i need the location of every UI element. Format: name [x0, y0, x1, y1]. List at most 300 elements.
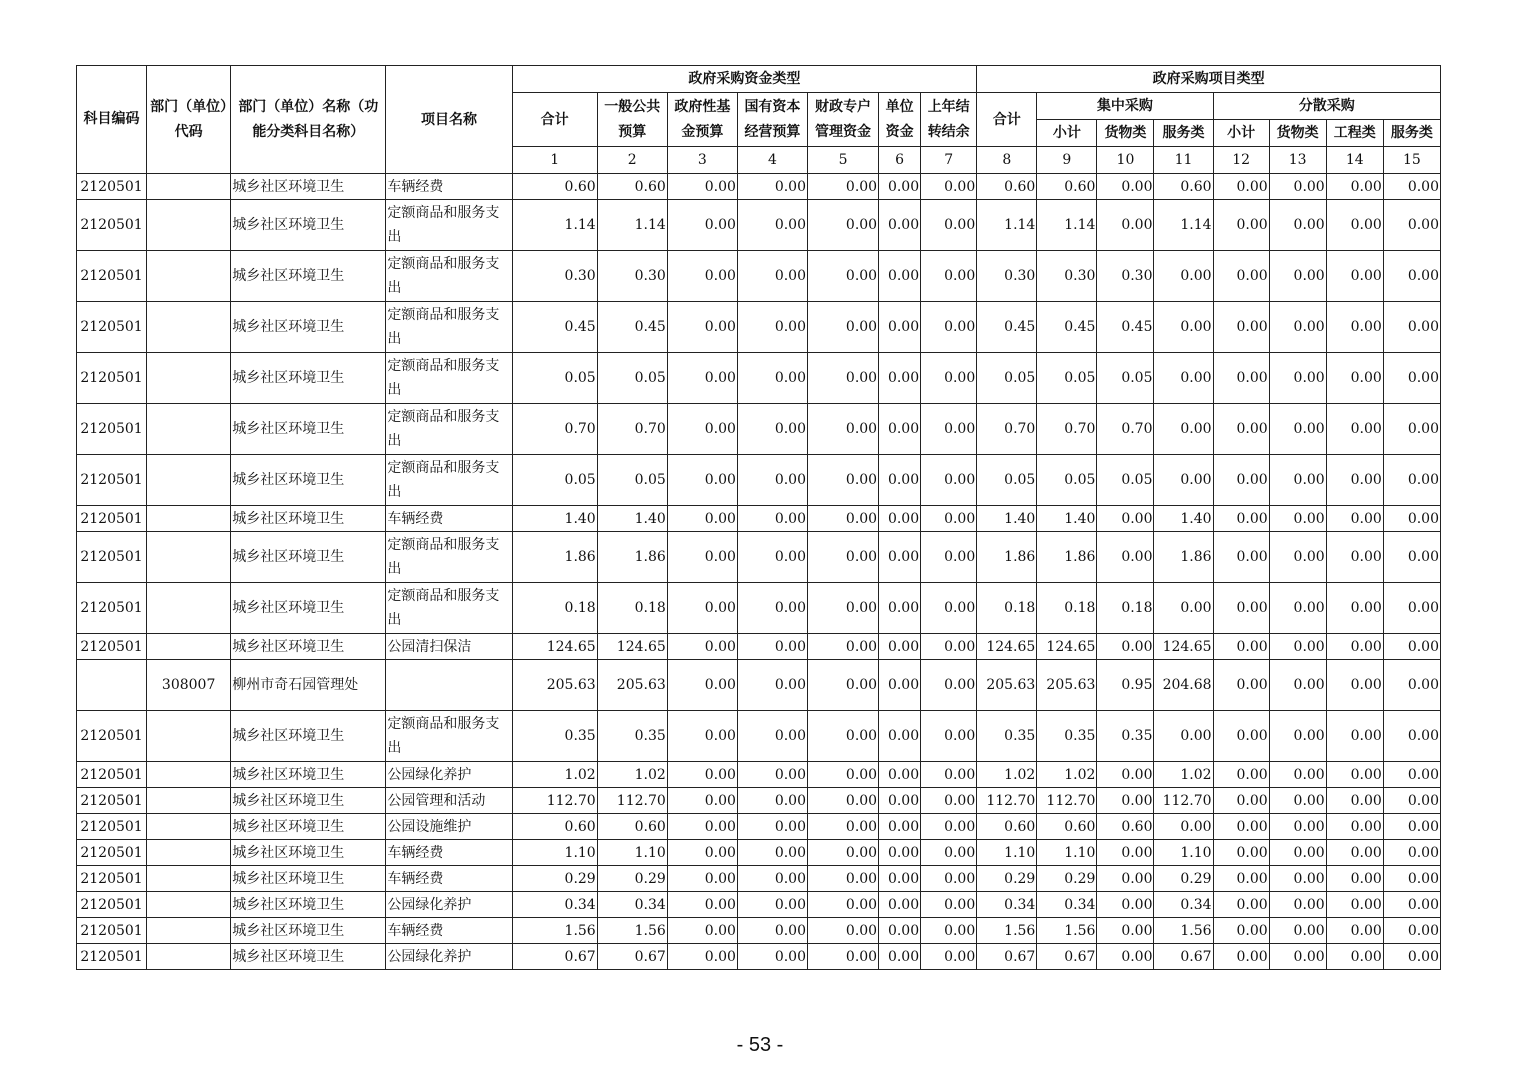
value-cell: 0.00: [1269, 762, 1326, 788]
value-cell: 0.00: [807, 892, 878, 918]
value-cell: 0.34: [597, 892, 667, 918]
value-cell: 0.29: [512, 866, 597, 892]
value-cell: 1.56: [977, 918, 1037, 944]
value-cell: 0.30: [597, 251, 667, 302]
value-cell: 0.00: [807, 944, 878, 970]
table-row: [77, 634, 1441, 660]
value-cell: 0.00: [737, 251, 807, 302]
value-cell: 0.00: [879, 583, 921, 634]
value-cell: 0.00: [879, 892, 921, 918]
value-cell: 0.45: [977, 302, 1037, 353]
value-cell: 0.00: [1213, 353, 1269, 404]
value-cell: 0.00: [1097, 506, 1154, 532]
value-cell: 1.56: [1037, 918, 1097, 944]
value-cell: 0.00: [1383, 174, 1440, 200]
value-cell: 0.00: [879, 506, 921, 532]
value-cell: 0.29: [1037, 866, 1097, 892]
value-cell: 0.00: [807, 200, 878, 251]
value-cell: 1.14: [597, 200, 667, 251]
value-cell: 0.00: [737, 840, 807, 866]
project-name-cell: 定额商品和服务支出: [386, 302, 512, 353]
dept-code-cell: [147, 634, 231, 660]
value-cell: 0.00: [737, 174, 807, 200]
value-cell: 0.00: [737, 892, 807, 918]
value-cell: 0.34: [1037, 892, 1097, 918]
value-cell: 0.00: [921, 302, 977, 353]
value-cell: 0.00: [1097, 840, 1154, 866]
value-cell: 0.00: [1326, 455, 1383, 506]
value-cell: 0.00: [879, 455, 921, 506]
value-cell: 0.00: [1269, 814, 1326, 840]
value-cell: 1.14: [1154, 200, 1213, 251]
value-cell: 0.00: [921, 532, 977, 583]
value-cell: 0.00: [807, 634, 878, 660]
table-row: [77, 174, 1441, 200]
project-name-cell: 车辆经费: [386, 918, 512, 944]
value-cell: 0.35: [512, 711, 597, 762]
project-name-cell: 公园清扫保洁: [386, 634, 512, 660]
value-cell: 112.70: [1037, 788, 1097, 814]
value-cell: 0.70: [512, 404, 597, 455]
column-number: 14: [1326, 147, 1383, 174]
value-cell: 0.00: [667, 762, 737, 788]
subject-code-cell: 2120501: [77, 302, 147, 353]
value-cell: 0.67: [1037, 944, 1097, 970]
subject-code-cell: 2120501: [77, 353, 147, 404]
value-cell: 0.00: [1097, 944, 1154, 970]
value-cell: 0.00: [737, 532, 807, 583]
page-number: - 53 -: [736, 1034, 784, 1056]
value-cell: 0.00: [879, 302, 921, 353]
value-cell: 0.00: [1097, 866, 1154, 892]
value-cell: 112.70: [1154, 788, 1213, 814]
value-cell: 0.00: [921, 866, 977, 892]
value-cell: 1.86: [512, 532, 597, 583]
value-cell: 0.00: [1154, 711, 1213, 762]
value-cell: 0.00: [807, 251, 878, 302]
value-cell: 1.40: [977, 506, 1037, 532]
value-cell: 0.00: [807, 762, 878, 788]
value-cell: 0.05: [977, 455, 1037, 506]
value-cell: 0.67: [512, 944, 597, 970]
value-cell: 0.00: [879, 251, 921, 302]
value-cell: 0.05: [1097, 353, 1154, 404]
header-general-budget: 一般公共预算: [597, 93, 667, 147]
value-cell: 0.00: [879, 918, 921, 944]
value-cell: 0.45: [512, 302, 597, 353]
value-cell: 0.00: [807, 583, 878, 634]
dept-name-cell: 城乡社区环境卫生: [231, 918, 386, 944]
value-cell: 0.00: [921, 251, 977, 302]
dept-name-cell: 城乡社区环境卫生: [231, 762, 386, 788]
value-cell: 0.60: [1037, 814, 1097, 840]
value-cell: 1.56: [1154, 918, 1213, 944]
value-cell: 0.00: [1383, 455, 1440, 506]
header-project-name: 项目名称: [386, 66, 512, 174]
value-cell: 0.45: [597, 302, 667, 353]
value-cell: 0.00: [1326, 506, 1383, 532]
value-cell: 0.00: [667, 866, 737, 892]
value-cell: 0.00: [879, 762, 921, 788]
dept-code-cell: [147, 711, 231, 762]
value-cell: 0.00: [737, 788, 807, 814]
value-cell: 0.00: [1269, 711, 1326, 762]
value-cell: 205.63: [597, 660, 667, 711]
value-cell: 0.00: [1213, 918, 1269, 944]
value-cell: 0.00: [1097, 174, 1154, 200]
value-cell: 1.86: [1037, 532, 1097, 583]
value-cell: 0.00: [1269, 918, 1326, 944]
project-name-cell: 公园设施维护: [386, 814, 512, 840]
value-cell: 1.40: [597, 506, 667, 532]
value-cell: 0.70: [977, 404, 1037, 455]
value-cell: 0.00: [737, 506, 807, 532]
project-name-cell: 定额商品和服务支出: [386, 532, 512, 583]
value-cell: 0.00: [667, 455, 737, 506]
value-cell: 0.00: [807, 532, 878, 583]
header-fund-total: 合计: [512, 93, 597, 147]
value-cell: 0.35: [597, 711, 667, 762]
value-cell: 0.00: [1154, 814, 1213, 840]
header-dispersed-purchase: 分散采购: [1213, 93, 1440, 120]
table-row: [77, 918, 1441, 944]
dept-code-cell: [147, 892, 231, 918]
header-state-capital-budget: 国有资本经营预算: [737, 93, 807, 147]
value-cell: 1.56: [597, 918, 667, 944]
header-subtotal: 小计: [1037, 120, 1097, 147]
value-cell: 1.10: [977, 840, 1037, 866]
value-cell: 0.00: [1326, 918, 1383, 944]
header-subject-code: 科目编码: [77, 66, 147, 174]
dept-name-cell: 城乡社区环境卫生: [231, 455, 386, 506]
table-row: [77, 251, 1441, 302]
subject-code-cell: 2120501: [77, 866, 147, 892]
value-cell: 0.67: [977, 944, 1037, 970]
table-row: [77, 814, 1441, 840]
subject-code-cell: 2120501: [77, 404, 147, 455]
value-cell: 0.00: [737, 353, 807, 404]
value-cell: 0.00: [1383, 866, 1440, 892]
value-cell: 0.00: [879, 814, 921, 840]
column-number: 3: [667, 147, 737, 174]
value-cell: 0.00: [807, 866, 878, 892]
value-cell: 0.00: [1213, 200, 1269, 251]
table-row: [77, 788, 1441, 814]
value-cell: 0.05: [1097, 455, 1154, 506]
value-cell: 124.65: [977, 634, 1037, 660]
value-cell: 0.00: [1269, 302, 1326, 353]
column-number: 7: [921, 147, 977, 174]
value-cell: 0.00: [1269, 660, 1326, 711]
value-cell: 112.70: [597, 788, 667, 814]
value-cell: 0.30: [1037, 251, 1097, 302]
dept-name-cell: 城乡社区环境卫生: [231, 634, 386, 660]
header-dept-code: 部门（单位）代码: [147, 66, 231, 174]
subject-code-cell: 2120501: [77, 455, 147, 506]
dept-code-cell: [147, 174, 231, 200]
column-number: 15: [1383, 147, 1440, 174]
value-cell: 0.00: [1269, 866, 1326, 892]
value-cell: 0.60: [977, 814, 1037, 840]
value-cell: 0.60: [1037, 174, 1097, 200]
project-name-cell: 定额商品和服务支出: [386, 711, 512, 762]
value-cell: 0.00: [1213, 944, 1269, 970]
value-cell: 0.00: [921, 762, 977, 788]
value-cell: 0.00: [1097, 918, 1154, 944]
dept-name-cell: 城乡社区环境卫生: [231, 814, 386, 840]
value-cell: 1.14: [512, 200, 597, 251]
subject-code-cell: 2120501: [77, 174, 147, 200]
value-cell: 0.00: [1213, 788, 1269, 814]
value-cell: 0.00: [1326, 788, 1383, 814]
value-cell: 0.00: [921, 892, 977, 918]
value-cell: 1.86: [597, 532, 667, 583]
value-cell: 0.00: [737, 711, 807, 762]
dept-code-cell: 308007: [147, 660, 231, 711]
value-cell: 0.00: [1097, 200, 1154, 251]
value-cell: 0.00: [1213, 174, 1269, 200]
dept-code-cell: [147, 814, 231, 840]
value-cell: 0.60: [1154, 174, 1213, 200]
value-cell: 0.00: [807, 840, 878, 866]
value-cell: 0.00: [667, 918, 737, 944]
value-cell: 0.00: [737, 866, 807, 892]
value-cell: 0.00: [1269, 455, 1326, 506]
value-cell: 0.70: [597, 404, 667, 455]
header-goods-2: 货物类: [1269, 120, 1326, 147]
value-cell: 0.00: [1383, 840, 1440, 866]
value-cell: 0.00: [1383, 660, 1440, 711]
value-cell: 0.30: [977, 251, 1037, 302]
value-cell: 1.40: [1154, 506, 1213, 532]
value-cell: 0.00: [667, 251, 737, 302]
value-cell: 1.10: [597, 840, 667, 866]
value-cell: 0.00: [1326, 174, 1383, 200]
value-cell: 0.67: [1154, 944, 1213, 970]
value-cell: 124.65: [1154, 634, 1213, 660]
value-cell: 0.29: [1154, 866, 1213, 892]
value-cell: 0.00: [667, 353, 737, 404]
project-name-cell: 公园绿化养护: [386, 762, 512, 788]
value-cell: 0.18: [977, 583, 1037, 634]
column-number: 11: [1154, 147, 1213, 174]
value-cell: 0.00: [807, 711, 878, 762]
table-row: [77, 532, 1441, 583]
value-cell: 0.00: [921, 944, 977, 970]
value-cell: 0.00: [1326, 944, 1383, 970]
dept-code-cell: [147, 583, 231, 634]
value-cell: 0.05: [1037, 455, 1097, 506]
value-cell: 0.00: [1154, 455, 1213, 506]
project-name-cell: [386, 660, 512, 711]
project-name-cell: 公园管理和活动: [386, 788, 512, 814]
value-cell: 0.00: [737, 583, 807, 634]
table-row: [77, 302, 1441, 353]
dept-code-cell: [147, 506, 231, 532]
value-cell: 0.67: [597, 944, 667, 970]
header-fund-type-group: 政府采购资金类型: [512, 66, 977, 93]
value-cell: 0.00: [1269, 634, 1326, 660]
project-name-cell: 公园绿化养护: [386, 944, 512, 970]
value-cell: 0.00: [1383, 532, 1440, 583]
value-cell: 0.00: [879, 532, 921, 583]
value-cell: 0.45: [1097, 302, 1154, 353]
value-cell: 0.00: [1326, 814, 1383, 840]
column-number: 1: [512, 147, 597, 174]
dept-code-cell: [147, 251, 231, 302]
value-cell: 0.00: [879, 404, 921, 455]
value-cell: 0.60: [597, 814, 667, 840]
value-cell: 0.00: [737, 944, 807, 970]
value-cell: 0.00: [1383, 583, 1440, 634]
project-name-cell: 车辆经费: [386, 174, 512, 200]
value-cell: 0.00: [1213, 892, 1269, 918]
subject-code-cell: 2120501: [77, 892, 147, 918]
project-name-cell: 车辆经费: [386, 840, 512, 866]
project-name-cell: 定额商品和服务支出: [386, 251, 512, 302]
value-cell: 0.00: [1213, 302, 1269, 353]
value-cell: 0.05: [597, 353, 667, 404]
value-cell: 0.00: [667, 840, 737, 866]
value-cell: 0.00: [1154, 583, 1213, 634]
value-cell: 0.00: [1097, 762, 1154, 788]
value-cell: 0.00: [921, 506, 977, 532]
value-cell: 0.00: [1326, 302, 1383, 353]
subject-code-cell: 2120501: [77, 634, 147, 660]
value-cell: 0.00: [667, 404, 737, 455]
value-cell: 0.00: [1269, 404, 1326, 455]
value-cell: 0.00: [1326, 866, 1383, 892]
value-cell: 0.00: [737, 404, 807, 455]
value-cell: 0.00: [667, 788, 737, 814]
value-cell: 0.00: [667, 200, 737, 251]
value-cell: 0.00: [1326, 892, 1383, 918]
value-cell: 0.00: [1213, 814, 1269, 840]
table-row: [77, 866, 1441, 892]
subject-code-cell: 2120501: [77, 918, 147, 944]
value-cell: 0.60: [512, 814, 597, 840]
header-subtotal-2: 小计: [1213, 120, 1269, 147]
header-central-purchase: 集中采购: [1037, 93, 1213, 120]
value-cell: 0.00: [921, 455, 977, 506]
value-cell: 0.00: [737, 634, 807, 660]
value-cell: 0.00: [921, 660, 977, 711]
value-cell: 0.00: [879, 866, 921, 892]
value-cell: 124.65: [597, 634, 667, 660]
value-cell: 0.00: [807, 353, 878, 404]
value-cell: 0.00: [1213, 634, 1269, 660]
value-cell: 0.00: [667, 532, 737, 583]
value-cell: 0.00: [1269, 788, 1326, 814]
value-cell: 205.63: [977, 660, 1037, 711]
dept-code-cell: [147, 200, 231, 251]
value-cell: 0.00: [1269, 892, 1326, 918]
value-cell: 0.00: [921, 788, 977, 814]
value-cell: 0.00: [807, 455, 878, 506]
value-cell: 0.18: [1097, 583, 1154, 634]
value-cell: 124.65: [1037, 634, 1097, 660]
value-cell: 0.00: [1383, 762, 1440, 788]
subject-code-cell: 2120501: [77, 944, 147, 970]
value-cell: 0.00: [879, 200, 921, 251]
header-proj-total: 合计: [977, 93, 1037, 147]
value-cell: 0.18: [1037, 583, 1097, 634]
value-cell: 0.00: [1326, 840, 1383, 866]
value-cell: 1.14: [977, 200, 1037, 251]
value-cell: 0.70: [1037, 404, 1097, 455]
value-cell: 0.18: [512, 583, 597, 634]
value-cell: 0.18: [597, 583, 667, 634]
value-cell: 0.00: [807, 918, 878, 944]
subject-code-cell: 2120501: [77, 200, 147, 251]
project-name-cell: 定额商品和服务支出: [386, 200, 512, 251]
value-cell: 204.68: [1154, 660, 1213, 711]
dept-code-cell: [147, 918, 231, 944]
project-name-cell: 车辆经费: [386, 506, 512, 532]
value-cell: 0.35: [1037, 711, 1097, 762]
value-cell: 0.00: [807, 814, 878, 840]
value-cell: 0.00: [1213, 455, 1269, 506]
dept-name-cell: 城乡社区环境卫生: [231, 200, 386, 251]
value-cell: 0.00: [1383, 814, 1440, 840]
value-cell: 0.30: [512, 251, 597, 302]
value-cell: 0.00: [921, 634, 977, 660]
dept-name-cell: 城乡社区环境卫生: [231, 353, 386, 404]
value-cell: 0.00: [1213, 840, 1269, 866]
value-cell: 0.60: [977, 174, 1037, 200]
value-cell: 0.00: [1269, 200, 1326, 251]
table-row: [77, 840, 1441, 866]
value-cell: 0.00: [921, 918, 977, 944]
value-cell: 0.00: [667, 892, 737, 918]
value-cell: 0.00: [1154, 404, 1213, 455]
value-cell: 0.00: [1326, 634, 1383, 660]
value-cell: 0.00: [1326, 583, 1383, 634]
value-cell: 0.00: [879, 634, 921, 660]
value-cell: 0.35: [1097, 711, 1154, 762]
table-row: [77, 455, 1441, 506]
value-cell: 0.00: [921, 404, 977, 455]
dept-code-cell: [147, 302, 231, 353]
value-cell: 1.86: [977, 532, 1037, 583]
value-cell: 0.00: [1269, 944, 1326, 970]
value-cell: 0.00: [921, 174, 977, 200]
value-cell: 0.00: [1213, 711, 1269, 762]
value-cell: 0.00: [921, 200, 977, 251]
dept-name-cell: 城乡社区环境卫生: [231, 892, 386, 918]
value-cell: 0.34: [1154, 892, 1213, 918]
value-cell: 1.10: [1154, 840, 1213, 866]
value-cell: 0.00: [737, 455, 807, 506]
value-cell: 0.60: [512, 174, 597, 200]
value-cell: 0.00: [879, 353, 921, 404]
dept-name-cell: 城乡社区环境卫生: [231, 866, 386, 892]
value-cell: 1.02: [1037, 762, 1097, 788]
value-cell: 0.00: [1213, 404, 1269, 455]
value-cell: 0.00: [921, 840, 977, 866]
project-name-cell: 公园绿化养护: [386, 892, 512, 918]
subject-code-cell: 2120501: [77, 251, 147, 302]
value-cell: 1.02: [597, 762, 667, 788]
value-cell: 0.00: [879, 711, 921, 762]
table-row: [77, 892, 1441, 918]
value-cell: 0.00: [667, 814, 737, 840]
value-cell: 0.00: [1326, 762, 1383, 788]
table-row: [77, 200, 1441, 251]
value-cell: 0.00: [667, 174, 737, 200]
table-row: [77, 506, 1441, 532]
value-cell: 0.00: [737, 200, 807, 251]
